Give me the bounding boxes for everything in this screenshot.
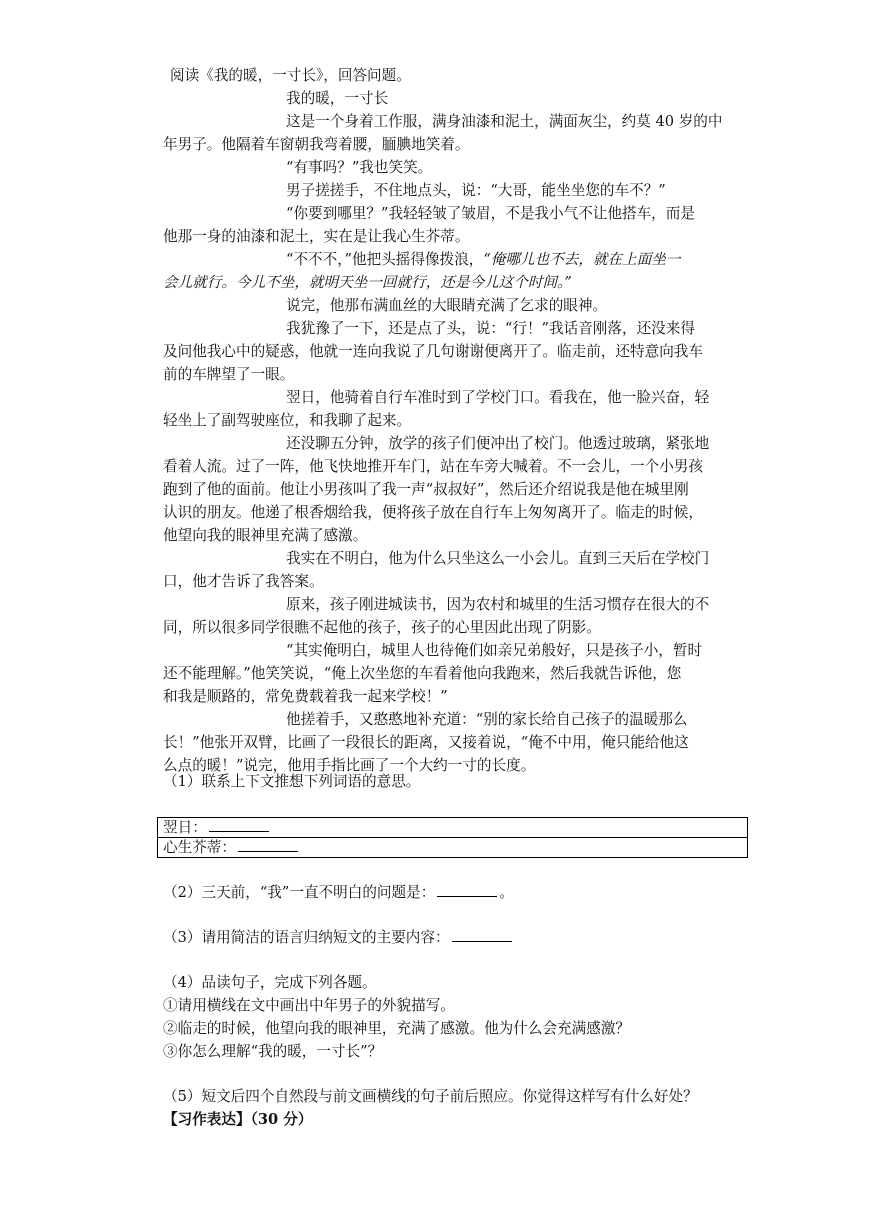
passage-line bbox=[163, 686, 448, 708]
passage-line bbox=[163, 364, 294, 386]
passage-line bbox=[286, 249, 681, 271]
passage-line bbox=[163, 456, 703, 478]
term-label: 翌日： bbox=[163, 819, 207, 836]
passage-line bbox=[286, 548, 709, 570]
answer-cell-yiri[interactable] bbox=[158, 818, 748, 838]
passage-line bbox=[163, 341, 703, 363]
passage-text: 和我是顺路的，常免费载着我一起来学校！” bbox=[163, 688, 448, 705]
reading-instruction: 阅读《我的暖，一寸长》，回答问题。 bbox=[170, 67, 411, 84]
passage-text: 原来，孩子刚进城读书，因为农村和城里的生活习惯存在很大的不 bbox=[286, 596, 710, 613]
passage-line bbox=[163, 571, 324, 593]
passage-text: 这是一个身着工作服，满身油漆和泥土，满面灰尘，约莫 40 岁的中 bbox=[286, 113, 723, 130]
passage-text: 说完，他那布满血丝的大眼睛充满了乞求的眼神。 bbox=[286, 297, 608, 314]
passage-line bbox=[163, 525, 367, 547]
question-4: （4）品读句子，完成下列各题。 bbox=[163, 974, 377, 991]
passage-line bbox=[286, 594, 709, 616]
passage-text: 跑到了他的面前。他让小男孩叫了我一声“叔叔好”，然后还介绍说我是他在城里刚 bbox=[163, 481, 689, 498]
passage-line bbox=[286, 180, 666, 202]
passage-text: “其实俺明白，城里人也待俺们如亲兄弟般好，只是孩子小，暂时 bbox=[286, 642, 703, 659]
passage-line bbox=[163, 617, 601, 639]
passage-text: 男子搓搓手，不住地点头，说：“大哥，能坐坐您的车不？” bbox=[286, 182, 666, 199]
passage-text: 及问他我心中的疑惑，他就一连向我说了几句谢谢便离开了。临走前，还特意向我车 bbox=[163, 343, 703, 360]
question-2 bbox=[163, 882, 514, 904]
passage-line bbox=[163, 732, 689, 754]
passage-text: 轻坐上了副驾驶座位，和我聊了起来。 bbox=[163, 412, 412, 429]
answer-blank[interactable] bbox=[209, 818, 269, 832]
passage-line bbox=[286, 111, 722, 133]
passage-line bbox=[286, 387, 709, 409]
passage-text: 他望向我的眼神里充满了感激。 bbox=[163, 527, 368, 544]
passage-text: 还不能理解。”他笑笑说，“俺上次坐您的车看着他向我跑来，然后我就告诉他，您 bbox=[163, 665, 682, 682]
passage-text: 认识的朋友。他递了根香烟给我，便将孩子放在自行车上匆匆离开了。临走的时候， bbox=[163, 504, 703, 521]
passage-text: 看着人流。过了一阵，他飞快地推开车门，站在车旁大喊着。不一会儿，一个小男孩 bbox=[163, 458, 703, 475]
question-4-3: ③你怎么理解“我的暖，一寸长”？ bbox=[163, 1043, 383, 1060]
passage-text: 同，所以很多同学很瞧不起他的孩子，孩子的心里因此出现了阴影。 bbox=[163, 619, 601, 636]
section-heading: 【习作表达】（30 分） bbox=[163, 1111, 313, 1128]
question-1: （1）联系上下文推想下列词语的意思。 bbox=[163, 773, 421, 790]
answer-blank[interactable] bbox=[452, 928, 512, 942]
passage-line bbox=[286, 433, 709, 455]
answer-blank[interactable] bbox=[238, 838, 298, 852]
passage-text: “有事吗？”我也笑笑。 bbox=[286, 159, 433, 176]
question-2-text: （2）三天前，“我”一直不明白的问题是： bbox=[163, 884, 436, 901]
passage-text: 长！”他张开双臂，比画了一段很长的距离，又接着说，“俺不中用，俺只能给他这 bbox=[163, 734, 689, 751]
passage-text: “不不不，”他把头摇得像拨浪， bbox=[286, 251, 484, 268]
table-row bbox=[158, 838, 748, 858]
passage-text: 还没聊五分钟，放学的孩子们便冲出了校门。他透过玻璃，紧张地 bbox=[286, 435, 710, 452]
passage-text: 他搓着手，又憨憨地补充道：“别的家长给自己孩子的温暖那么 bbox=[286, 711, 688, 728]
question-4-1: ①请用横线在文中画出中年男子的外貌描写。 bbox=[163, 997, 455, 1014]
passage-line bbox=[286, 157, 432, 179]
question-4-2: ②临走的时候，他望向我的眼神里，充满了感激。他为什么会充满感激？ bbox=[163, 1020, 631, 1037]
passage-text: “你要到哪里？”我轻轻皱了皱眉，不是我小气不让他搭车，而是 bbox=[286, 205, 695, 222]
question-2-end: 。 bbox=[499, 884, 514, 901]
passage-line bbox=[163, 134, 469, 156]
passage-text: 前的车牌望了一眼。 bbox=[163, 366, 295, 383]
passage-line bbox=[286, 640, 702, 662]
passage-italic-text: 会儿就行。今儿不坐，就明天坐一回就行，还是今儿这个时间。” bbox=[163, 274, 572, 291]
passage-text: 我实在不明白，他为什么只坐这么一小会儿。直到三天后在学校门 bbox=[286, 550, 710, 567]
passage-text: 我犹豫了一下，还是点了头，说：“行！”我话音刚落，还没来得 bbox=[286, 320, 695, 337]
passage-text: 翌日，他骑着自行车准时到了学校门口。看我在，他一脸兴奋，轻 bbox=[286, 389, 710, 406]
passage-text: 口，他才告诉了我答案。 bbox=[163, 573, 324, 590]
passage-line bbox=[163, 663, 681, 685]
table-row bbox=[158, 818, 748, 838]
term-label: 心生芥蒂： bbox=[163, 839, 236, 856]
answer-cell-jiedi[interactable] bbox=[158, 838, 748, 858]
passage-line bbox=[163, 502, 703, 524]
passage-text: 年男子。他隔着车窗朝我弯着腰，腼腆地笑着。 bbox=[163, 136, 470, 153]
passage-line bbox=[163, 479, 689, 501]
passage-title: 我的暖，一寸长 bbox=[286, 90, 389, 107]
passage-line bbox=[286, 203, 695, 225]
answer-blank[interactable] bbox=[437, 883, 497, 897]
passage-line bbox=[163, 410, 411, 432]
passage-line bbox=[286, 709, 688, 731]
passage-italic-text: “俺哪儿也不去，就在上面坐一 bbox=[483, 251, 681, 268]
passage-text: 他那一身的油漆和泥土，实在是让我心生芥蒂。 bbox=[163, 228, 470, 245]
passage-line bbox=[286, 318, 695, 340]
question-3-text: （3）请用简洁的语言归纳短文的主要内容： bbox=[163, 929, 450, 946]
passage-line bbox=[286, 295, 607, 317]
question-5: （5）短文后四个自然段与前文画横线的句子前后照应。你觉得这样写有什么好处？ bbox=[163, 1088, 698, 1105]
passage-line bbox=[163, 226, 469, 248]
passage-text: 么点的暖！”说完，他用手指比画了一个大约一寸的长度。 bbox=[163, 757, 536, 774]
passage-line bbox=[163, 272, 572, 294]
question-3 bbox=[163, 927, 514, 949]
answer-table bbox=[157, 817, 748, 858]
